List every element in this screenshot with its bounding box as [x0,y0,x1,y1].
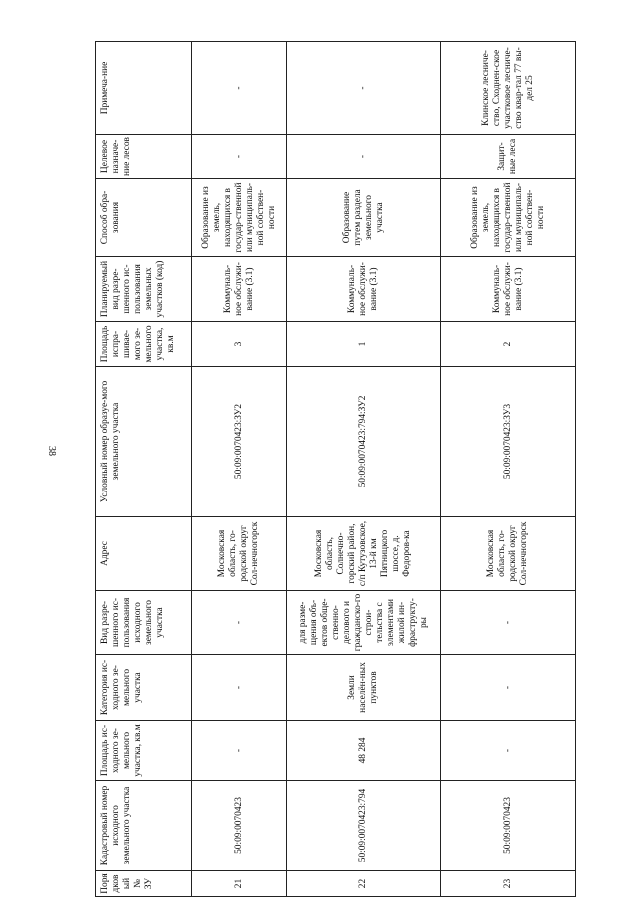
cell-forest-purpose: - [192,135,287,179]
cell-land-category: - [192,655,287,721]
land-plots-table [95,41,576,897]
header-planned-use: Планируемый вид разре-шенного ис-пользования земельных участков (код) [96,257,192,322]
cell-source-area: - [192,721,287,781]
cell-plot-number: 23 [441,871,576,897]
land-plots-table-rotated [95,42,575,897]
cell-planned-use: Коммуналь-ное обслужи-вание (3.1) [192,257,287,322]
header-forest-purpose: Целевое назначе-ние лесов [96,135,192,179]
cell-requested-area: 2 [441,322,576,367]
cell-conditional-number: 50:09:0070423:ЗУ3 [441,367,576,517]
header-permitted-use: Вид разре-шенного ис-пользования исходного земельного участка [96,591,192,655]
cell-planned-use: Коммуналь-ное обслужи-вание (3.1) [441,257,576,322]
cell-source-area: - [441,721,576,781]
cell-requested-area: 1 [287,322,441,367]
cell-conditional-number: 50:09:0070423:794:ЗУ2 [287,367,441,517]
cell-land-category: Земли населён-ных пунктов [287,655,441,721]
cell-planned-use: Коммуналь-ное обслужи-вание (3.1) [287,257,441,322]
header-note: Примеча-ние [96,42,192,135]
cell-plot-number: 22 [287,871,441,897]
cell-formation-method: Образование из земель, находящихся в государ-ственной или муниципаль-ной собствен-ности [192,179,287,257]
table-row [441,42,576,897]
page-number: 38 [46,446,57,456]
header-conditional-number: Условный номер образуе-мого земельного участка [96,367,192,517]
cell-forest-purpose: Защит-ные леса [441,135,576,179]
cell-conditional-number: 50:09:0070423:ЗУ2 [192,367,287,517]
table-row [287,42,441,897]
table-header-row [96,42,192,897]
cell-note: - [287,42,441,135]
header-cadastral-number: Кадастровый номер исходного земельного участка [96,781,192,871]
cell-note: - [192,42,287,135]
table-row [192,42,287,897]
cell-source-area: 48 284 [287,721,441,781]
cell-permitted-use: - [192,591,287,655]
cell-cadastral-number: 50:09:0070423 [192,781,287,871]
cell-land-category: - [441,655,576,721]
header-formation-method: Способ обра-зования [96,179,192,257]
cell-formation-method: Образование путем раздела земельного участка [287,179,441,257]
cell-permitted-use: для разме-щения объ-ектов обще-ственно-делового и гражданско-го строи-тельства с элементами жилой ин-фраструкту-ры [287,591,441,655]
cell-address: Московская область, го-родской округ Сол-нечногорск [192,517,287,591]
header-requested-area: Площадь испра-шивае-мого зе-мельного участка, кв.м [96,322,192,367]
cell-cadastral-number: 50:09:0070423:794 [287,781,441,871]
header-address: Адрес [96,517,192,591]
cell-requested-area: 3 [192,322,287,367]
cell-permitted-use: - [441,591,576,655]
header-land-category: Категория ис-ходного зе-мельного участка [96,655,192,721]
header-plot-number: Порядковый № ЗУ [96,871,192,897]
header-source-area: Площадь ис-ходного зе-мельного участка, кв.м [96,721,192,781]
cell-cadastral-number: 50:09:0070423 [441,781,576,871]
cell-formation-method: Образование из земель, находящихся в государ-ственной или муниципаль-ной собствен-ности [441,179,576,257]
cell-plot-number: 21 [192,871,287,897]
cell-address: Московская область, го-родской округ Сол-нечногорск [441,517,576,591]
cell-forest-purpose: - [287,135,441,179]
cell-address: Московская область, Солнечно-горский район, с/п Кутузовское, 13-й км Пятницкого шоссе, д. Федоров-ка [287,517,441,591]
cell-note: Клинское лесниче-ство, Сходнен-ское участковое лесниче-ство квар-тал 77 вы-дел 25 [441,42,576,135]
